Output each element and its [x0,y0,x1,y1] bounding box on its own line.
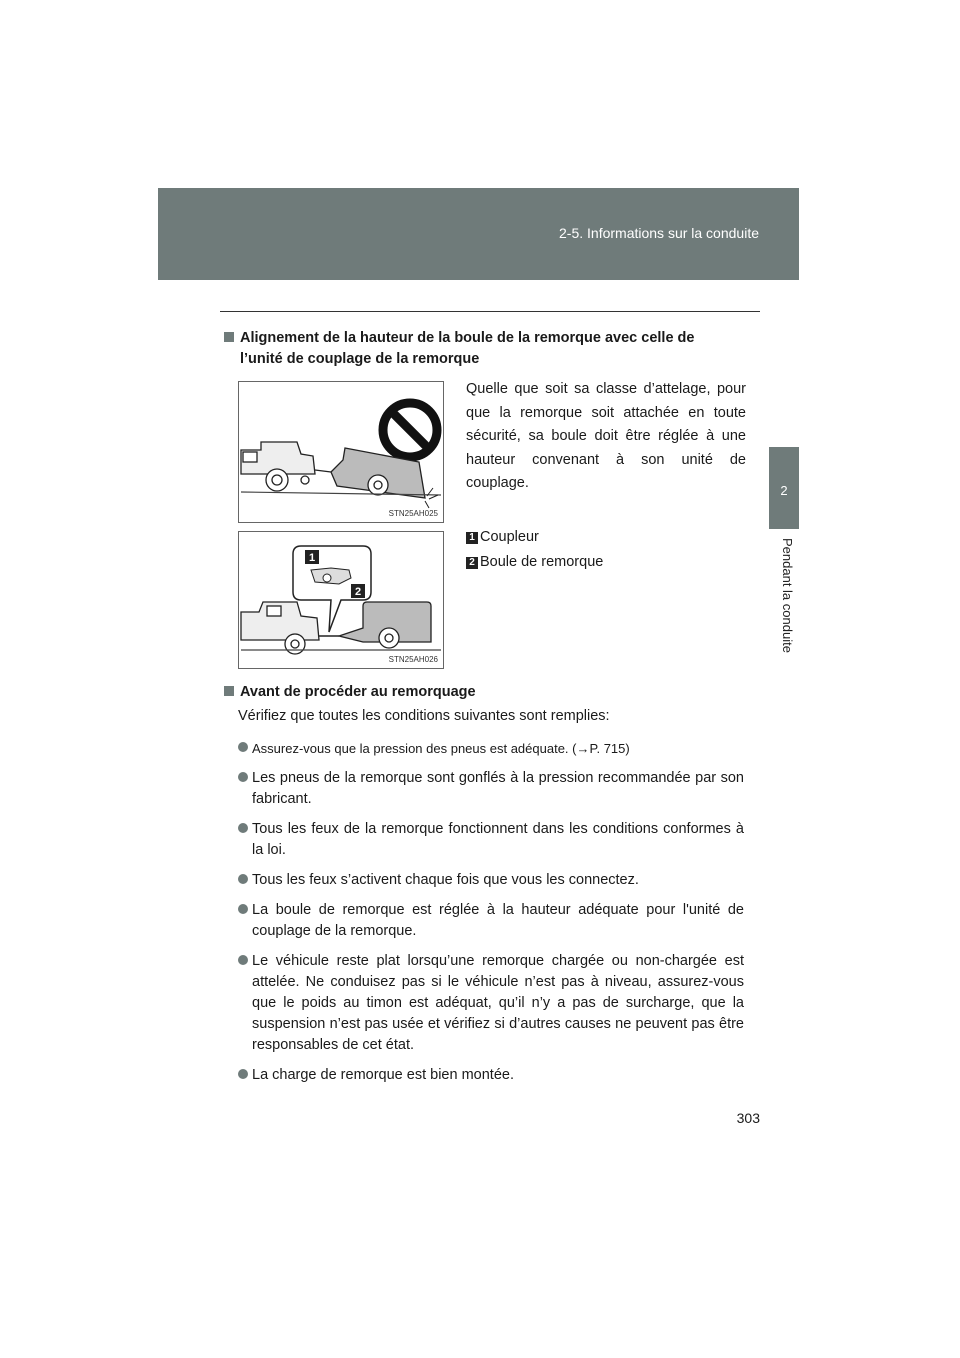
misaligned-hitch-drawing [239,382,443,522]
list-item [238,768,744,810]
list-item-text: Les pneus de la remorque sont gonflés à la pression recommandée par son fabricant. [252,770,744,807]
section-heading-alignment [224,328,694,370]
checklist-lead: Vérifiez que toutes les conditions suivantes sont remplies: [238,708,610,724]
heading-square-icon [224,332,234,342]
list-item-text: La boule de remorque est réglée à la hauteur adéquate pour l'unité de couplage de la remorque. [252,902,744,939]
callout-number-1-icon [305,550,319,564]
legend-number-2-icon: 2 [466,557,478,569]
intro-paragraph: Quelle que soit sa classe d’attelage, pour que la remorque soit attachée en toute sécurité, sa boule doit être réglée à une hauteur convenant à son unité de couplage. [466,381,746,491]
coupler-ball-drawing [239,532,443,668]
bullet-icon [238,742,248,752]
illustration-coupler-ball [238,531,444,669]
list-item [238,951,744,1056]
legend-item-2 [466,552,603,572]
bullet-icon [238,955,248,965]
bullet-icon [238,823,248,833]
svg-text:1: 1 [308,552,316,564]
prohibited-icon [383,403,437,457]
svg-text:2: 2 [354,586,362,598]
figure-code-2: STN25AH026 [388,655,438,664]
legend-item-1 [466,527,539,547]
page-number: 303 [736,1110,760,1126]
section-heading-before-towing [224,682,476,703]
legend-label-1: Coupleur [480,529,539,545]
legend-number-1-icon: 1 [466,532,478,544]
heading-line-1: Alignement de la hauteur de la boule de la remorque avec celle de [240,330,695,346]
list-item-text: Le véhicule reste plat lorsqu’une remorque chargée ou non-chargée est attelée. Ne conduisez pas si le véhicule n’est pas à niveau, assurez-vous que le poids au timon est adéquat, qu’il n’y a pas de surcharge, que la suspension n’est pas usée et vérifiez si d’autres causes ne peuvent pas être responsables de cet état. [252,953,744,1053]
list-item [238,1065,744,1086]
bullet-icon [238,772,248,782]
list-item [238,870,744,891]
bullet-icon [238,904,248,914]
list-item-text: Tous les feux s’activent chaque fois que vous les connectez. [252,872,639,888]
list-item-text: La charge de remorque est bien montée. [252,1067,514,1083]
heading-text: Avant de procéder au remorquage [240,684,476,700]
impact-spark-icon [425,488,438,508]
bullet-icon [238,874,248,884]
list-item-text: Tous les feux de la remorque fonctionnent dans les conditions conformes à la loi. [252,821,744,858]
truck-icon [241,602,319,654]
list-item-text: Assurez-vous que la pression des pneus est adéquate. (→P. 715) [252,741,630,756]
trailer-icon [339,602,431,648]
list-item [238,900,744,942]
chapter-label: Pendant la conduite [780,538,795,653]
list-item [238,738,744,759]
checklist [238,738,744,1095]
figure-code-1: STN25AH025 [388,509,438,518]
section-divider [220,311,760,312]
chapter-number: 2 [780,483,788,498]
chapter-header-band [158,188,799,280]
legend-label-2: Boule de remorque [480,554,604,570]
heading-line-2: l’unité de couplage de la remorque [240,351,480,367]
chapter-tab [769,447,799,529]
illustration-misaligned-hitch [238,381,444,523]
list-item [238,819,744,861]
heading-square-icon [224,686,234,696]
callout-number-2-icon [351,584,365,598]
section-title: 2-5. Informations sur la conduite [559,225,759,241]
bullet-icon [238,1069,248,1079]
